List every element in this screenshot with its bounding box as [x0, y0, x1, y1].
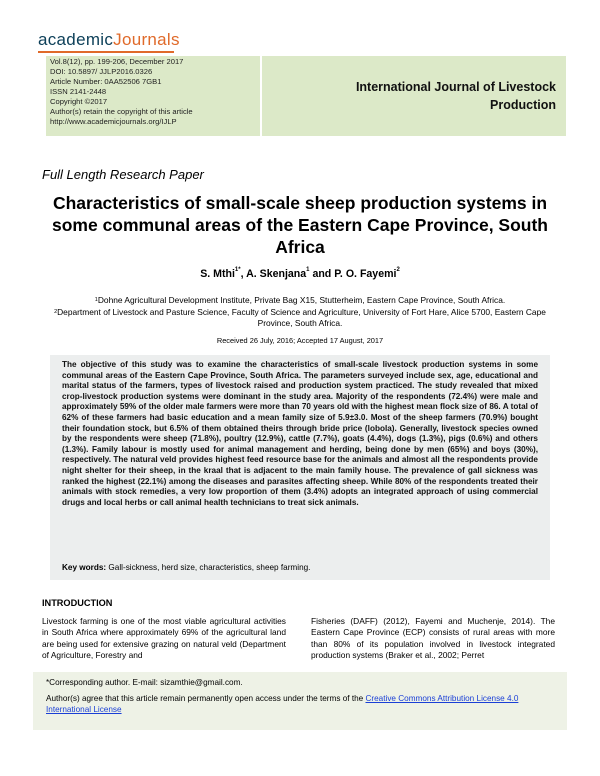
affiliation-num: 2	[54, 308, 58, 315]
corresponding-author: *Corresponding author. E-mail: sizamthie@gmail.com.	[46, 678, 243, 687]
publisher-logo	[38, 30, 180, 50]
affiliations	[40, 295, 560, 330]
received-accepted-dates: Received 26 July, 2016; Accepted 17 August, 2017	[216, 336, 384, 345]
publisher-logo-part1: academic	[38, 30, 114, 49]
meta-line-issn: ISSN 2141-2448	[50, 87, 107, 96]
logo-underline	[38, 51, 174, 53]
meta-line-doi: DOI: 10.5897/ JJLP2016.0326	[50, 67, 153, 76]
author-name: S. Mthi	[200, 268, 235, 280]
affiliation-1	[40, 295, 560, 307]
meta-line-volume: Vol.8(12), pp. 199-206, December 2017	[50, 57, 184, 66]
author-name: P. O. Fayemi	[334, 268, 397, 280]
meta-line-article-number: Article Number: 0AA52506 7GB1	[50, 77, 162, 86]
affiliation-num: 1	[94, 297, 98, 303]
introduction-right-column: Fisheries (DAFF) (2012), Fayemi and Muchenje, 2014). The Eastern Cape Province (ECP) consists of rural areas with more than 80% of its population involved in livestock integrated production systems (Braker et al., 2002; Perret	[311, 616, 555, 661]
license-link[interactable]: Creative Commons Attribution License 4.0 International License	[46, 694, 519, 715]
meta-line-retain: Author(s) retain the copyright of this article	[50, 107, 193, 116]
author-name: A. Skenjana	[246, 268, 307, 280]
author-sep: ,	[240, 268, 247, 280]
author-sup: 1*	[234, 267, 241, 273]
journal-name: International Journal of Livestock Production	[355, 80, 556, 112]
publisher-logo-part2: Journals	[113, 30, 180, 49]
introduction-heading: INTRODUCTION	[42, 598, 113, 608]
article-type: Full Length Research Paper	[42, 167, 204, 182]
affiliation-text: Department of Livestock and Pasture Science, Faculty of Science and Agriculture, University of Fort Hare, Alice 5700, Eastern Cape Province, South Africa.	[57, 306, 546, 328]
introduction-left-column: Livestock farming is one of the most viable agricultural activities in South Africa where approximately 69% of the agricultural land are being used for extensive grazing on natural veld (Department of Agriculture, Forestry and	[42, 616, 286, 661]
affiliation-2	[40, 307, 560, 330]
affiliation-text: Dohne Agricultural Development Institute, Private Bag X15, Stutterheim, Eastern Cape Province, South Africa.	[97, 295, 506, 305]
author-list	[40, 268, 560, 280]
keywords	[62, 563, 538, 572]
meta-line-url[interactable]: http://www.academicjournals.org/IJLP	[50, 117, 177, 126]
keywords-text: Gall-sickness, herd size, characteristics, sheep farming.	[108, 563, 311, 572]
author-sup: 1	[306, 267, 310, 273]
footnote	[46, 677, 556, 716]
license-statement	[46, 693, 556, 715]
meta-line-copyright: Copyright ©2017	[50, 97, 108, 106]
abstract-text: The objective of this study was to examine the characteristics of small-scale livestock production systems in some communal areas of the Eastern Cape Province, South Africa. The parameters surveyed include sex, age, educational and marital status of the farmers, types of livestock raised and production system practiced. The study revealed that mixed crop-livestock production systems were dominant in the study area. Majority of the respondents (72.4%) were male and approximately 59% of the older male farmers were more than 70 years old with the highest mean flock size of 86. A total of 62% of these farmers had basic education and a mean family size of 5.9±3.0. Most of the sheep farmers (70.9%) bought their foundation stock, but 6.5% of them obtained theirs through bride price (lobola). Generally, livestock species owned by the respondents were sheep (71.8%), poultry (12.9%), cattle (7.7%), goats (4.4%), dogs (1.3%), pigs (0.6%) and others (1.3%). Family labour is mostly used for animal management and herding, being done by men (65%) and boys (30%), respectively. The natural veld provides highest feed resource base for the animals and almost all the respondents provide night shelter for their sheep, in the kraal that is adjacent to the main family house. The prevalence of gall sickness was ranked the highest (22.1%) among the diseases and parasites affecting sheep. While 80% of the respondents treated their animals with stock remedies, a very low proportion of them (3.4%) adopts an integrated approach of using commercial drugs and local herbs or call animal health technicians to treat sick animals.	[62, 360, 538, 507]
license-text: Author(s) agree that this article remain permanently open access under the terms of the	[46, 694, 366, 704]
author-sup: 2	[396, 267, 400, 273]
article-meta	[50, 57, 193, 127]
article-title: Characteristics of small-scale sheep production systems in some communal areas of the Eastern Cape Province, South Africa	[52, 193, 548, 257]
author-sep: and	[309, 268, 335, 280]
keywords-label: Key words:	[62, 563, 107, 572]
